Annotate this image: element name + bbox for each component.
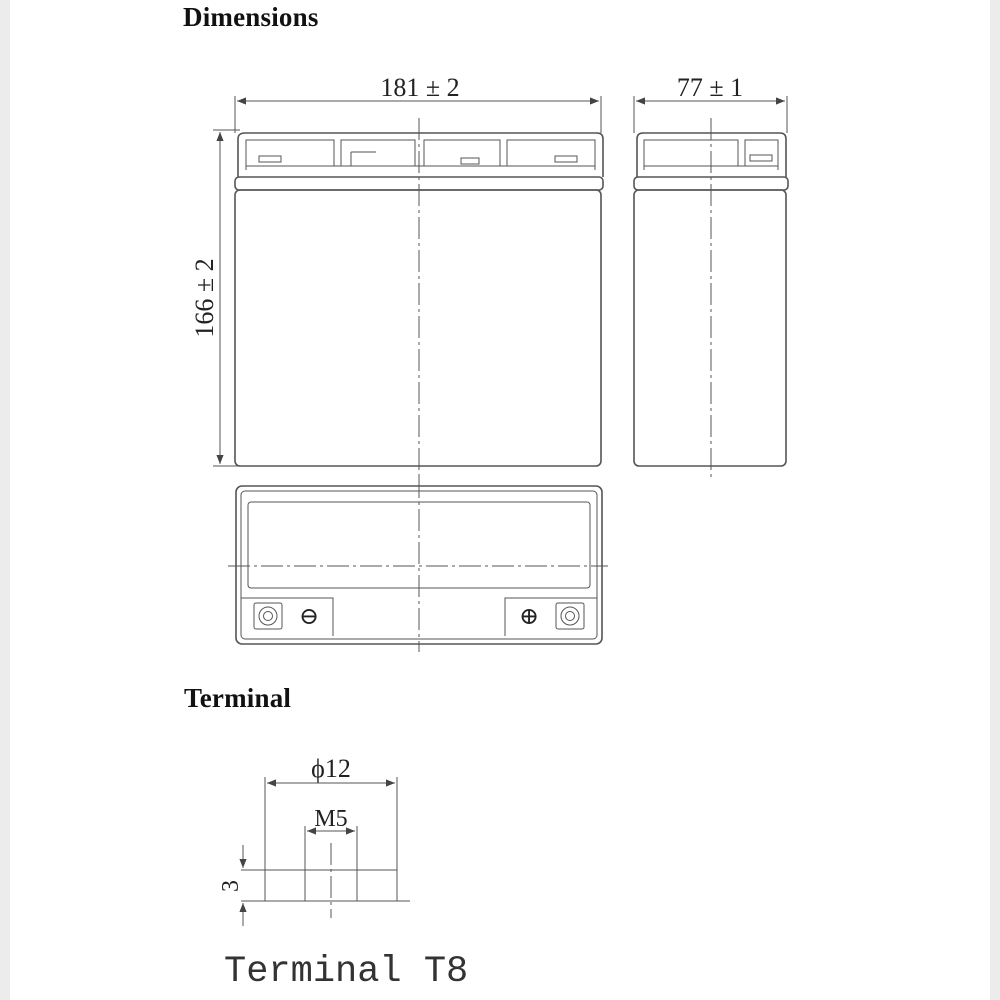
diameter-label: ϕ12: [311, 754, 351, 783]
length-label: 181 ± 2: [380, 73, 460, 102]
front-case: [235, 190, 601, 466]
width-label: 77 ± 1: [676, 73, 744, 102]
top-view: [228, 476, 608, 652]
terminal-caption: Terminal T8: [224, 951, 469, 993]
positive-symbol: ⊕: [518, 604, 540, 630]
dimensions-heading: Dimensions: [183, 2, 319, 32]
height-dimension: [190, 130, 240, 466]
height-label: 166 ± 2: [190, 258, 219, 338]
positive-terminal: [519, 603, 584, 630]
thread-label: M5: [314, 806, 348, 832]
side-case: [634, 190, 786, 466]
side-view: [634, 73, 788, 478]
terminal-detail: [218, 754, 468, 993]
negative-terminal: [254, 603, 319, 630]
terminal-heading: Terminal: [184, 683, 292, 713]
negative-symbol: ⊖: [298, 604, 320, 630]
terminal-height-label: 3: [218, 880, 244, 892]
front-view: [190, 73, 603, 478]
length-dimension: [235, 73, 601, 133]
